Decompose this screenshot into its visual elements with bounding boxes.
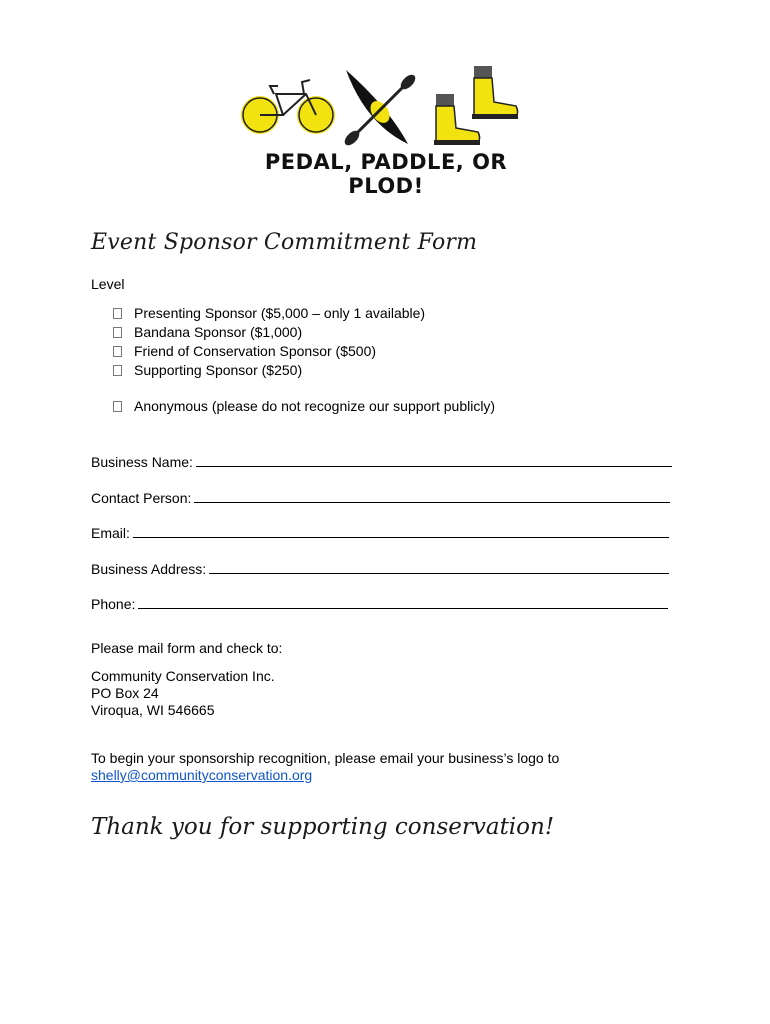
level-label: Level [91, 276, 125, 292]
option-label: Supporting Sponsor ($250) [134, 362, 303, 378]
checkbox[interactable] [113, 346, 122, 357]
option-bandana-sponsor[interactable] [113, 324, 302, 340]
option-label: Bandana Sponsor ($1,000) [134, 324, 303, 340]
city-state-zip: Viroqua, WI 546665 [91, 702, 215, 718]
mailing-address [91, 668, 275, 719]
option-label: Anonymous (please do not recognize our support publicly) [134, 398, 496, 414]
field-label: Business Name: [91, 454, 193, 470]
field-label: Business Address: [91, 561, 207, 577]
mail-instructions: Please mail form and check to: [91, 640, 283, 656]
checkbox[interactable] [113, 327, 122, 338]
business-name-input-line[interactable] [196, 453, 672, 467]
contact-person-input-line[interactable] [194, 489, 670, 503]
field-label: Contact Person: [91, 490, 192, 506]
form-title: Event Sponsor Commitment Form [91, 230, 478, 255]
kayak-paddle-icon [342, 70, 418, 148]
contact-person-field[interactable] [91, 489, 670, 506]
business-address-input-line[interactable] [209, 560, 669, 574]
logo-request-text: To begin your sponsorship recognition, please email your business’s logo to [91, 750, 560, 766]
option-supporting-sponsor[interactable] [113, 362, 302, 378]
checkbox[interactable] [113, 401, 122, 412]
field-label: Email: [91, 525, 130, 541]
hiking-boots-icon [434, 66, 518, 145]
logo-text: PEDAL, PADDLE, OR PLOD! [264, 150, 508, 198]
email-field[interactable] [91, 524, 669, 541]
bicycle-icon [241, 80, 335, 134]
phone-field[interactable] [91, 595, 668, 612]
email-input-line[interactable] [133, 524, 669, 538]
option-label: Friend of Conservation Sponsor ($500) [134, 343, 377, 359]
option-label: Presenting Sponsor ($5,000 – only 1 available) [134, 305, 426, 321]
phone-input-line[interactable] [138, 595, 668, 609]
option-anonymous[interactable] [113, 398, 495, 414]
logo-request [91, 750, 559, 784]
checkbox[interactable] [113, 308, 122, 319]
event-logo [238, 62, 538, 198]
closing-message: Thank you for supporting conservation! [91, 814, 555, 840]
business-address-field[interactable] [91, 560, 669, 577]
checkbox[interactable] [113, 365, 122, 376]
org-name: Community Conservation Inc. [91, 668, 275, 684]
option-friend-of-conservation[interactable] [113, 343, 376, 359]
business-name-field[interactable] [91, 453, 672, 470]
email-link[interactable]: shelly@communityconservation.org [91, 767, 313, 783]
po-box: PO Box 24 [91, 685, 159, 701]
field-label: Phone: [91, 596, 136, 612]
option-presenting-sponsor[interactable] [113, 305, 425, 321]
